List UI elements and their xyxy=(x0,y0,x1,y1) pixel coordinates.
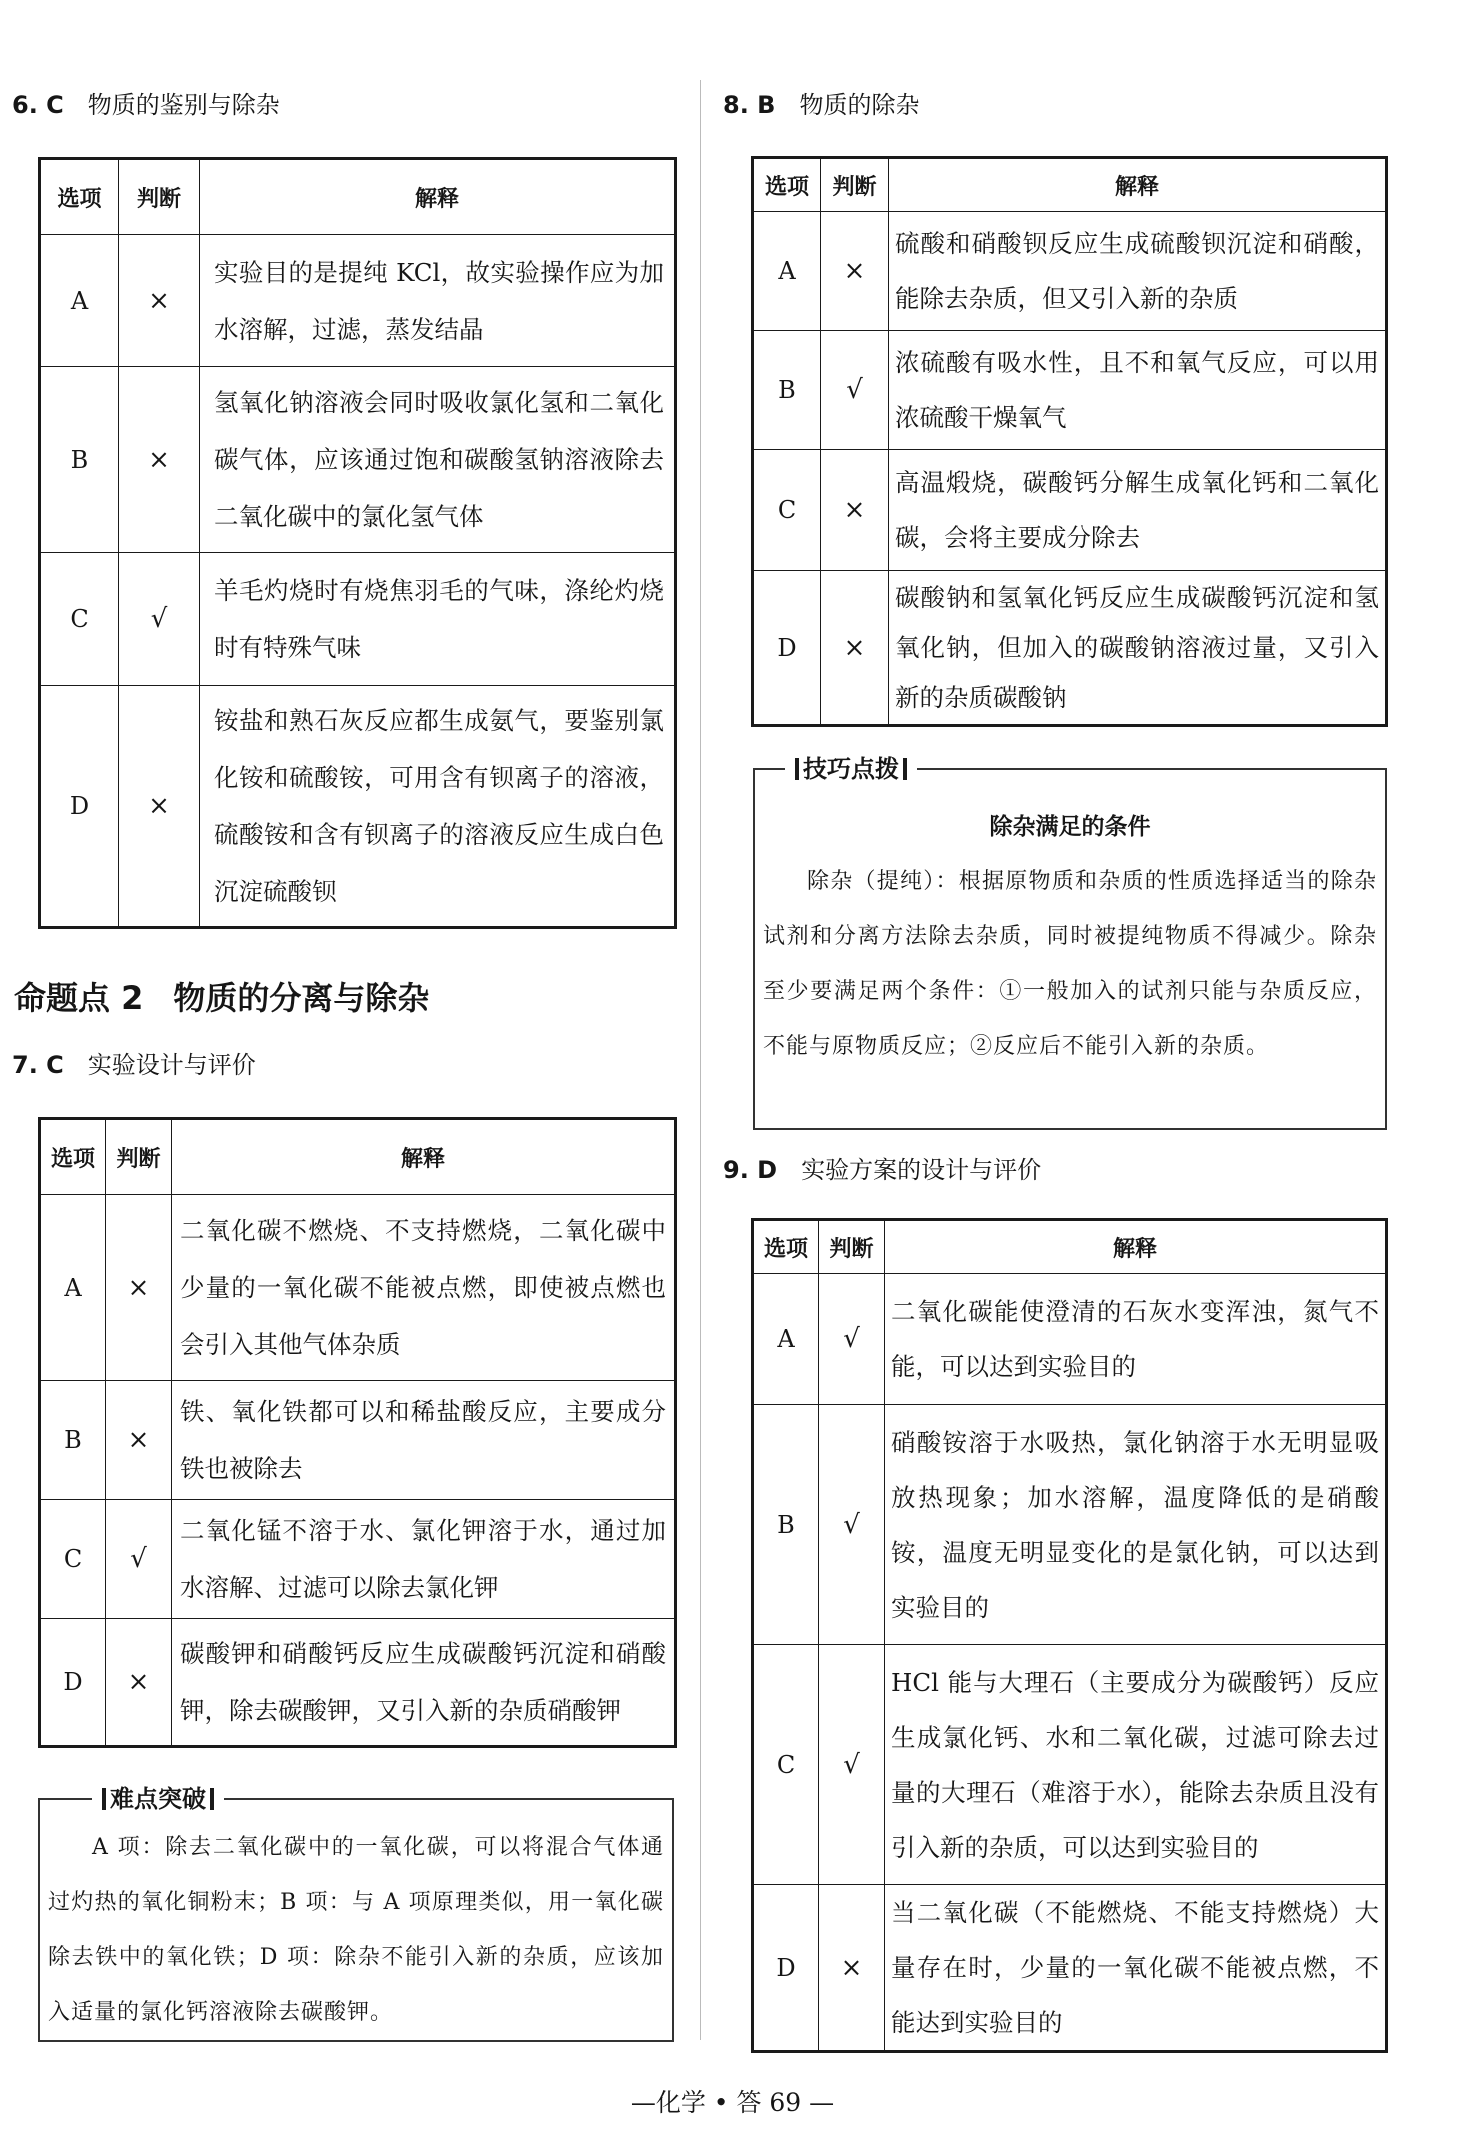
option-cell: D xyxy=(40,1619,106,1747)
table-header-row xyxy=(40,1119,676,1195)
judgement-cell: × xyxy=(106,1195,172,1381)
judgement-cell: × xyxy=(821,212,889,331)
explanation-cell: 高温煅烧，碳酸钙分解生成氧化钙和二氧化碳，会将主要成分除去 xyxy=(889,450,1387,571)
option-cell: A xyxy=(753,212,821,331)
judgement-cell: √ xyxy=(119,553,200,686)
section-number: 命题点 2 xyxy=(14,979,144,1017)
header-explanation: 解释 xyxy=(172,1119,676,1195)
header-judgement: 判断 xyxy=(821,158,889,212)
question-8-answer: 8. B xyxy=(723,91,776,119)
option-cell: B xyxy=(40,367,119,553)
page-footer: —化学 • 答 69 — xyxy=(630,2088,835,2117)
option-cell: C xyxy=(753,1645,819,1885)
header-judgement: 判断 xyxy=(819,1220,885,1274)
explanation-cell: 浓硫酸有吸水性，且不和氧气反应，可以用浓硫酸干燥氧气 xyxy=(889,331,1387,450)
judgement-cell: × xyxy=(106,1381,172,1500)
explanation-cell: 硫酸和硝酸钡反应生成硫酸钡沉淀和硝酸，能除去杂质，但又引入新的杂质 xyxy=(889,212,1387,331)
option-cell: C xyxy=(40,553,119,686)
option-cell: A xyxy=(753,1274,819,1405)
explanation-cell: 羊毛灼烧时有烧焦羽毛的气味，涤纶灼烧时有特殊气味 xyxy=(200,553,676,686)
explanation-cell: 二氧化锰不溶于水、氯化钾溶于水，通过加水溶解、过滤可以除去氯化钾 xyxy=(172,1500,676,1619)
table-header-row xyxy=(753,1220,1387,1274)
section-heading xyxy=(14,978,429,1018)
table-row xyxy=(753,331,1387,450)
table-row xyxy=(40,686,676,928)
judgement-cell: × xyxy=(119,367,200,553)
explanation-cell: 碳酸钾和硝酸钙反应生成碳酸钙沉淀和硝酸钾，除去碳酸钾，又引入新的杂质硝酸钾 xyxy=(172,1619,676,1747)
judgement-cell: × xyxy=(119,235,200,367)
tips-box xyxy=(753,755,1387,1130)
judgement-cell: √ xyxy=(819,1645,885,1885)
header-explanation: 解释 xyxy=(889,158,1387,212)
judgement-cell: √ xyxy=(106,1500,172,1619)
option-cell: D xyxy=(40,686,119,928)
option-cell: D xyxy=(753,1885,819,2052)
explanation-cell: 实验目的是提纯 KCl，故实验操作应为加水溶解，过滤，蒸发结晶 xyxy=(200,235,676,367)
option-cell: C xyxy=(753,450,821,571)
table-row xyxy=(753,212,1387,331)
table-header-row xyxy=(753,158,1387,212)
header-option: 选项 xyxy=(40,159,119,235)
table-row xyxy=(40,553,676,686)
option-cell: B xyxy=(753,331,821,450)
explanation-cell: 铵盐和熟石灰反应都生成氨气，要鉴别氯化铵和硫酸铵，可用含有钡离子的溶液，硫酸铵和含有钡离子的溶液反应生成白色沉淀硫酸钡 xyxy=(200,686,676,928)
question-7-topic: 实验设计与评价 xyxy=(87,1051,256,1079)
table-row xyxy=(40,1619,676,1747)
table-row xyxy=(753,1405,1387,1645)
header-option: 选项 xyxy=(40,1119,106,1195)
column-divider xyxy=(700,80,701,2040)
table-row xyxy=(40,1381,676,1500)
judgement-cell: √ xyxy=(819,1405,885,1645)
question-6-answer: 6. C xyxy=(12,91,64,119)
judgement-cell: √ xyxy=(821,331,889,450)
question-9-heading xyxy=(723,1155,1041,1185)
option-cell: B xyxy=(753,1405,819,1645)
difficulty-box-label xyxy=(92,1784,224,1814)
question-8-table xyxy=(751,156,1388,727)
question-7-table xyxy=(38,1117,677,1748)
table-header-row xyxy=(40,159,676,235)
tips-box-title: 技巧点拨 xyxy=(803,755,899,783)
option-cell: C xyxy=(40,1500,106,1619)
header-explanation: 解释 xyxy=(200,159,676,235)
table-row xyxy=(753,571,1387,726)
option-cell: A xyxy=(40,1195,106,1381)
difficulty-box xyxy=(38,1785,674,2042)
question-7-answer: 7. C xyxy=(12,1051,64,1079)
explanation-cell: 二氧化碳不燃烧、不支持燃烧，二氧化碳中少量的一氧化碳不能被点燃，即使被点燃也会引入其他气体杂质 xyxy=(172,1195,676,1381)
tips-box-text: 除杂（提纯）：根据原物质和杂质的性质选择适当的除杂试剂和分离方法除去杂质，同时被提纯物质不得减少。除杂至少要满足两个条件：①一般加入的试剂只能与杂质反应，不能与原物质反应；②反应后不能引入新的杂质。 xyxy=(763,869,1377,1059)
option-cell: D xyxy=(753,571,821,726)
table-row xyxy=(40,367,676,553)
explanation-cell: 氢氧化钠溶液会同时吸收氯化氢和二氧化碳气体，应该通过饱和碳酸氢钠溶液除去二氧化碳中的氯化氢气体 xyxy=(200,367,676,553)
table-row xyxy=(753,1645,1387,1885)
question-6-table xyxy=(38,157,677,929)
table-row xyxy=(40,1500,676,1619)
table-row xyxy=(753,450,1387,571)
table-row xyxy=(40,1195,676,1381)
judgement-cell: × xyxy=(819,1885,885,2052)
option-cell: B xyxy=(40,1381,106,1500)
question-6-topic: 物质的鉴别与除杂 xyxy=(87,91,280,119)
option-cell: A xyxy=(40,235,119,367)
question-7-heading xyxy=(12,1050,256,1080)
explanation-cell: HCl 能与大理石（主要成分为碳酸钙）反应生成氯化钙、水和二氧化碳，过滤可除去过量的大理石（难溶于水），能除去杂质且没有引入新的杂质，可以达到实验目的 xyxy=(885,1645,1387,1885)
question-9-answer: 9. D xyxy=(723,1156,778,1184)
tips-box-label xyxy=(785,754,917,784)
judgement-cell: × xyxy=(821,571,889,726)
explanation-cell: 当二氧化碳（不能燃烧、不能支持燃烧）大量存在时，少量的一氧化碳不能被点燃，不能达到实验目的 xyxy=(885,1885,1387,2052)
question-8-topic: 物质的除杂 xyxy=(799,91,920,119)
explanation-cell: 二氧化碳能使澄清的石灰水变浑浊，氮气不能，可以达到实验目的 xyxy=(885,1274,1387,1405)
table-row xyxy=(753,1274,1387,1405)
explanation-cell: 铁、氧化铁都可以和稀盐酸反应，主要成分铁也被除去 xyxy=(172,1381,676,1500)
explanation-cell: 硝酸铵溶于水吸热，氯化钠溶于水无明显吸放热现象；加水溶解，温度降低的是硝酸铵，温度无明显变化的是氯化钠，可以达到实验目的 xyxy=(885,1405,1387,1645)
tips-box-subtitle: 除杂满足的条件 xyxy=(989,814,1151,840)
header-option: 选项 xyxy=(753,158,821,212)
question-6-heading xyxy=(12,90,280,120)
explanation-cell: 碳酸钠和氢氧化钙反应生成碳酸钙沉淀和氢氧化钠，但加入的碳酸钠溶液过量，又引入新的杂质碳酸钠 xyxy=(889,571,1387,726)
header-explanation: 解释 xyxy=(885,1220,1387,1274)
difficulty-box-title: 难点突破 xyxy=(110,1785,206,1813)
question-8-heading xyxy=(723,90,919,120)
section-title: 物质的分离与除杂 xyxy=(173,979,430,1017)
question-9-topic: 实验方案的设计与评价 xyxy=(801,1156,1042,1184)
header-judgement: 判断 xyxy=(119,159,200,235)
header-judgement: 判断 xyxy=(106,1119,172,1195)
question-9-table xyxy=(751,1218,1388,2053)
header-option: 选项 xyxy=(753,1220,819,1274)
judgement-cell: × xyxy=(821,450,889,571)
judgement-cell: × xyxy=(106,1619,172,1747)
table-row xyxy=(40,235,676,367)
judgement-cell: √ xyxy=(819,1274,885,1405)
table-row xyxy=(753,1885,1387,2052)
difficulty-box-text: A 项：除去二氧化碳中的一氧化碳，可以将混合气体通过灼热的氧化铜粉末；B 项：与 A 项原理类似，用一氧化碳除去铁中的氧化铁；D 项：除杂不能引入新的杂质，应该加入适量的氯化钙溶液除去碳酸钾。 xyxy=(48,1835,664,2025)
judgement-cell: × xyxy=(119,686,200,928)
